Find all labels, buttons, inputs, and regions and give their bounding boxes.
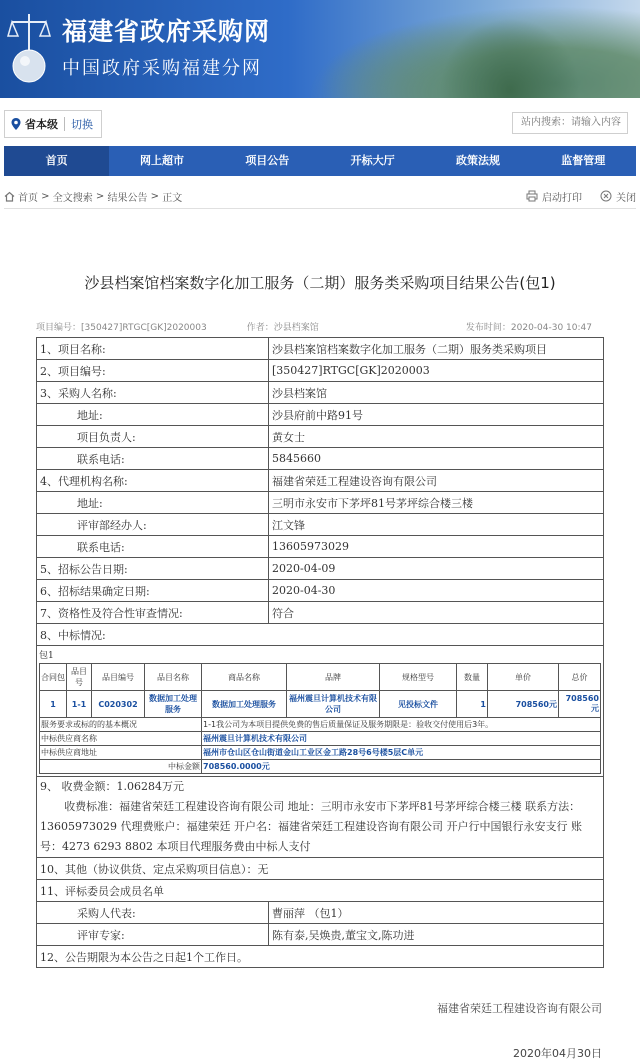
footer-date: 2020年04月30日 bbox=[513, 1047, 602, 1060]
divider bbox=[64, 117, 65, 131]
header-cell: 数量 bbox=[457, 664, 488, 691]
table-cell: 见投标文件 bbox=[380, 691, 457, 718]
header-cell: 商品名称 bbox=[202, 664, 287, 691]
table-row bbox=[37, 338, 604, 360]
header-cell: 总价 bbox=[559, 664, 601, 691]
fee-section bbox=[37, 777, 604, 858]
table-row bbox=[37, 492, 604, 514]
table-row bbox=[37, 558, 604, 580]
switch-location-link[interactable]: 切换 bbox=[71, 118, 93, 131]
row-key: 6、招标结果确定日期: bbox=[37, 580, 269, 602]
nav-online-mall[interactable]: 网上超市 bbox=[139, 154, 184, 167]
table-row bbox=[37, 360, 604, 382]
table-row bbox=[37, 514, 604, 536]
nav-bid-hall[interactable]: 开标大厅 bbox=[350, 154, 395, 167]
row-value: 13605973029 bbox=[269, 536, 604, 558]
footer-agency: 福建省荣廷工程建设咨询有限公司 bbox=[437, 1002, 602, 1015]
row-value: 沙县档案馆档案数字化加工服务（二期）服务类采购项目 bbox=[269, 338, 604, 360]
banner-peak-image bbox=[440, 18, 580, 98]
table-row bbox=[37, 470, 604, 492]
scales-emblem-icon bbox=[6, 8, 52, 86]
header-cell: 品牌 bbox=[287, 664, 380, 691]
header-cell: 品目名称 bbox=[145, 664, 202, 691]
site-subtitle: 中国政府采购福建分网 bbox=[62, 58, 262, 79]
table-row bbox=[37, 880, 604, 902]
location-selector[interactable] bbox=[4, 110, 102, 138]
award-table bbox=[39, 663, 601, 774]
row-value: 2020-04-09 bbox=[269, 558, 604, 580]
award-detail-row bbox=[40, 718, 601, 732]
table-cell: 数据加工处理服务 bbox=[202, 691, 287, 718]
row-key: 7、资格性及符合性审查情况: bbox=[37, 602, 269, 624]
row-value: 江文锋 bbox=[269, 514, 604, 536]
breadcrumb-separator: > bbox=[38, 190, 53, 202]
package-label: 包1 bbox=[39, 651, 54, 661]
table-row bbox=[37, 924, 604, 946]
row-key: 评审专家: bbox=[37, 924, 269, 946]
table-cell: 福州市仓山区仓山街道金山工业区金工路28号6号楼5层C单元 bbox=[202, 746, 601, 760]
award-section bbox=[37, 646, 604, 777]
header-cell: 品目编号 bbox=[92, 664, 145, 691]
divider bbox=[4, 208, 636, 209]
table-cell: 中标金额 bbox=[40, 760, 202, 774]
site-banner bbox=[0, 0, 640, 98]
row-value: 5845660 bbox=[269, 448, 604, 470]
nav-project-notices[interactable]: 项目公告 bbox=[245, 154, 290, 167]
table-row bbox=[37, 858, 604, 880]
table-cell: C020302 bbox=[92, 691, 145, 718]
row-value: 沙县府前中路91号 bbox=[269, 404, 604, 426]
row-value: 曹丽萍 （包1） bbox=[269, 902, 604, 924]
row-value: 2020-04-30 bbox=[269, 580, 604, 602]
project-number-meta: 项目编号：[350427]RTGC[GK]2020003 bbox=[36, 323, 207, 333]
table-row bbox=[37, 946, 604, 968]
row-key: 3、采购人名称: bbox=[37, 382, 269, 404]
nav-supervision[interactable]: 监督管理 bbox=[561, 154, 606, 167]
fee-standard: 收费标准：福建省荣廷工程建设咨询有限公司 地址：三明市永安市下茅坪81号茅坪综合楼三楼 联系方法：13605973029 代理费账户：福建荣廷 开户名：福建省荣廷工程建设咨询有限公司 开户行中国银行永安支行 账号：4273 6293 8802 本项目代理服务费由中标人支付 bbox=[40, 800, 582, 853]
close-button[interactable]: 关闭 bbox=[616, 192, 636, 204]
table-cell: 708560元 bbox=[559, 691, 601, 718]
table-cell: 中标供应商地址 bbox=[40, 746, 202, 760]
author-meta: 作者：沙县档案馆 bbox=[246, 323, 319, 333]
table-cell: 1 bbox=[457, 691, 488, 718]
table-cell: 数据加工处理服务 bbox=[145, 691, 202, 718]
row-key: 5、招标公告日期: bbox=[37, 558, 269, 580]
fee-amount: 9、 收费金额：1.06284万元 bbox=[40, 780, 184, 793]
award-detail-row bbox=[40, 760, 601, 774]
row-value: [350427]RTGC[GK]2020003 bbox=[269, 360, 604, 382]
row-key: 联系电话: bbox=[37, 536, 269, 558]
main-nav bbox=[4, 146, 636, 176]
breadcrumb-search[interactable]: 全文搜索 bbox=[52, 192, 93, 204]
award-detail-row bbox=[40, 746, 601, 760]
nav-policies[interactable]: 政策法规 bbox=[455, 154, 500, 167]
table-cell: 福州震旦计算机技术有限公司 bbox=[287, 691, 380, 718]
row-key: 8、中标情况: bbox=[37, 624, 604, 646]
document-meta bbox=[36, 320, 592, 333]
printer-icon[interactable] bbox=[526, 190, 538, 202]
header-cell: 规格型号 bbox=[380, 664, 457, 691]
row-key: 2、项目编号: bbox=[37, 360, 269, 382]
row-key: 10、其他（协议供货、定点采购项目信息）：无 bbox=[37, 858, 604, 880]
table-cell: 福州震旦计算机技术有限公司 bbox=[202, 732, 601, 746]
breadcrumb-home[interactable]: 首页 bbox=[18, 192, 38, 204]
table-cell: 中标供应商名称 bbox=[40, 732, 202, 746]
table-row bbox=[37, 624, 604, 646]
breadcrumb-separator: > bbox=[92, 190, 108, 202]
table-row bbox=[37, 426, 604, 448]
row-key: 地址: bbox=[37, 404, 269, 426]
breadcrumb-results[interactable]: 结果公告 bbox=[107, 192, 148, 204]
row-key: 地址: bbox=[37, 492, 269, 514]
row-value: 黄女士 bbox=[269, 426, 604, 448]
row-key: 4、代理机构名称: bbox=[37, 470, 269, 492]
row-key: 12、公告期限为本公告之日起1个工作日。 bbox=[37, 946, 604, 968]
location-level: 省本级 bbox=[25, 118, 58, 131]
award-data-row bbox=[40, 691, 601, 718]
award-detail-row bbox=[40, 732, 601, 746]
page-title: 沙县档案馆档案数字化加工服务（二期）服务类采购项目结果公告(包1) bbox=[84, 274, 556, 292]
table-cell: 708560.0000元 bbox=[202, 760, 601, 774]
row-key: 1、项目名称: bbox=[37, 338, 269, 360]
table-cell: 1-1我公司为本项目提供免费的售后质量保证及服务期限是：验收交付使用后3年。 bbox=[202, 718, 601, 732]
breadcrumb bbox=[4, 186, 636, 206]
table-cell: 1-1 bbox=[67, 691, 92, 718]
row-value: 三明市永安市下茅坪81号茅坪综合楼三楼 bbox=[269, 492, 604, 514]
row-key: 联系电话: bbox=[37, 448, 269, 470]
header-cell: 单价 bbox=[488, 664, 559, 691]
close-icon[interactable] bbox=[600, 190, 612, 202]
header-cell: 合同包 bbox=[40, 664, 67, 691]
row-key: 项目负责人: bbox=[37, 426, 269, 448]
nav-home[interactable]: 首页 bbox=[4, 146, 109, 176]
row-key: 评审部经办人: bbox=[37, 514, 269, 536]
table-cell: 1 bbox=[40, 691, 67, 718]
table-cell: 708560元 bbox=[488, 691, 559, 718]
site-search-input[interactable] bbox=[512, 112, 628, 134]
row-value: 福建省荣廷工程建设咨询有限公司 bbox=[269, 470, 604, 492]
table-row bbox=[37, 404, 604, 426]
breadcrumb-current: 正文 bbox=[162, 192, 183, 204]
map-pin-icon bbox=[9, 117, 23, 131]
award-header-row bbox=[40, 664, 601, 691]
header-cell: 品目号 bbox=[67, 664, 92, 691]
breadcrumb-separator: > bbox=[147, 190, 163, 202]
table-row bbox=[37, 602, 604, 624]
site-title: 福建省政府采购网 bbox=[62, 17, 271, 46]
table-row bbox=[37, 382, 604, 404]
notice-table bbox=[36, 337, 602, 968]
row-value: 陈有泰,吴焕贵,董宝文,陈功进 bbox=[269, 924, 604, 946]
row-value: 沙县档案馆 bbox=[269, 382, 604, 404]
row-key: 采购人代表: bbox=[37, 902, 269, 924]
table-row bbox=[37, 448, 604, 470]
row-key: 11、评标委员会成员名单 bbox=[37, 880, 604, 902]
home-icon bbox=[4, 191, 15, 202]
print-button[interactable]: 启动打印 bbox=[542, 192, 582, 204]
table-row bbox=[37, 580, 604, 602]
table-row bbox=[37, 536, 604, 558]
table-cell: 服务要求或标的的基本概况 bbox=[40, 718, 202, 732]
publish-time-meta: 发布时间：2020-04-30 10:47 bbox=[465, 323, 592, 333]
table-row bbox=[37, 902, 604, 924]
row-value: 符合 bbox=[269, 602, 604, 624]
